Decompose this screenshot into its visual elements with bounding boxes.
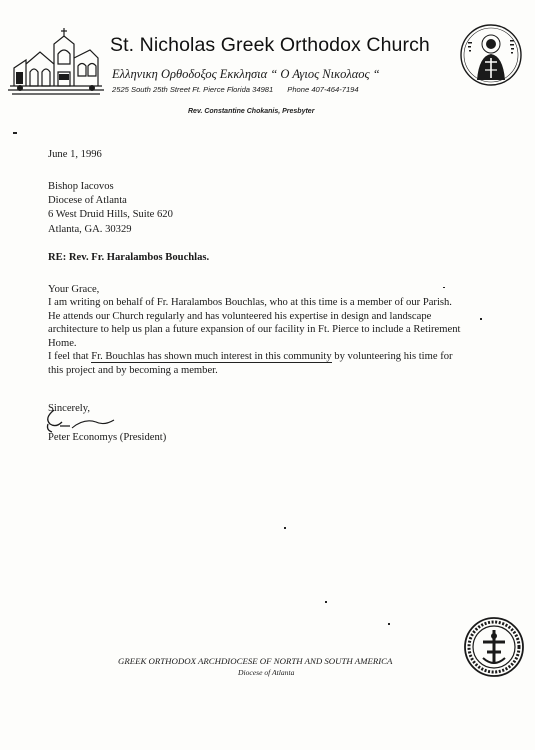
archdiocese-seal	[463, 616, 525, 678]
underlined-text: Fr. Bouchlas has shown much interest in this community	[91, 351, 332, 362]
church-building-drawing	[6, 24, 106, 104]
recipient-line: Diocese of Atlanta	[48, 195, 127, 207]
recipient-line: Bishop Iacovos	[48, 181, 114, 192]
paragraph-2	[48, 350, 453, 377]
phone-number: Phone 407-464-7194	[287, 85, 359, 94]
paragraph-line: this project and by becoming a member.	[48, 364, 218, 376]
church-address	[112, 85, 359, 94]
recipient-line: Atlanta, GA. 30329	[48, 223, 132, 235]
footer-archdiocese: GREEK ORTHODOX ARCHDIOCESE OF NORTH AND SOUTH AMERICA	[118, 656, 393, 666]
street-address: 2525 South 25th Street Ft. Pierce Florida 34981	[112, 85, 274, 94]
greek-church-name: Ελληνικη Ορθοδοξος Εκκλησια “ Ο Αγιος Νικολαος “	[112, 67, 380, 81]
scan-speck	[284, 527, 286, 529]
scan-speck	[388, 623, 390, 625]
paragraph-line: He attends our Church regularly and has volunteered his expertise in design and landscape	[48, 310, 432, 322]
scan-speck	[325, 601, 327, 603]
closing: Sincerely,	[48, 403, 90, 414]
salutation: Your Grace,	[48, 284, 100, 295]
scan-speck	[480, 318, 482, 320]
saint-nicholas-icon	[455, 22, 527, 88]
paragraph-line: architecture to help us plan a future expansion of our facility in Ft. Pierce to include a Retirement	[48, 324, 461, 336]
text-run: by volunteering his time for	[331, 351, 453, 362]
scan-speck	[443, 287, 445, 288]
paragraph-line: Home.	[48, 337, 77, 349]
presbyter-line: Rev. Constantine Chokanis, Presbyter	[188, 108, 315, 115]
scan-mark	[13, 132, 17, 134]
signer-name: Peter Economys (President)	[48, 432, 167, 443]
church-name-heading: St. Nicholas Greek Orthodox Church	[110, 34, 430, 56]
subject-line: RE: Rev. Fr. Haralambos Bouchlas.	[48, 252, 210, 263]
paragraph-line: I am writing on behalf of Fr. Haralambos Bouchlas, who at this time is a member of our Parish.	[48, 297, 452, 308]
recipient-line: 6 West Druid Hills, Suite 620	[48, 209, 173, 221]
paragraph-1	[48, 296, 460, 350]
letter-date: June 1, 1996	[48, 149, 102, 160]
text-run: I feel that	[48, 351, 92, 362]
paragraph-line	[48, 350, 453, 364]
recipient-address	[48, 180, 173, 237]
footer-diocese: Diocese of Atlanta	[238, 668, 295, 677]
